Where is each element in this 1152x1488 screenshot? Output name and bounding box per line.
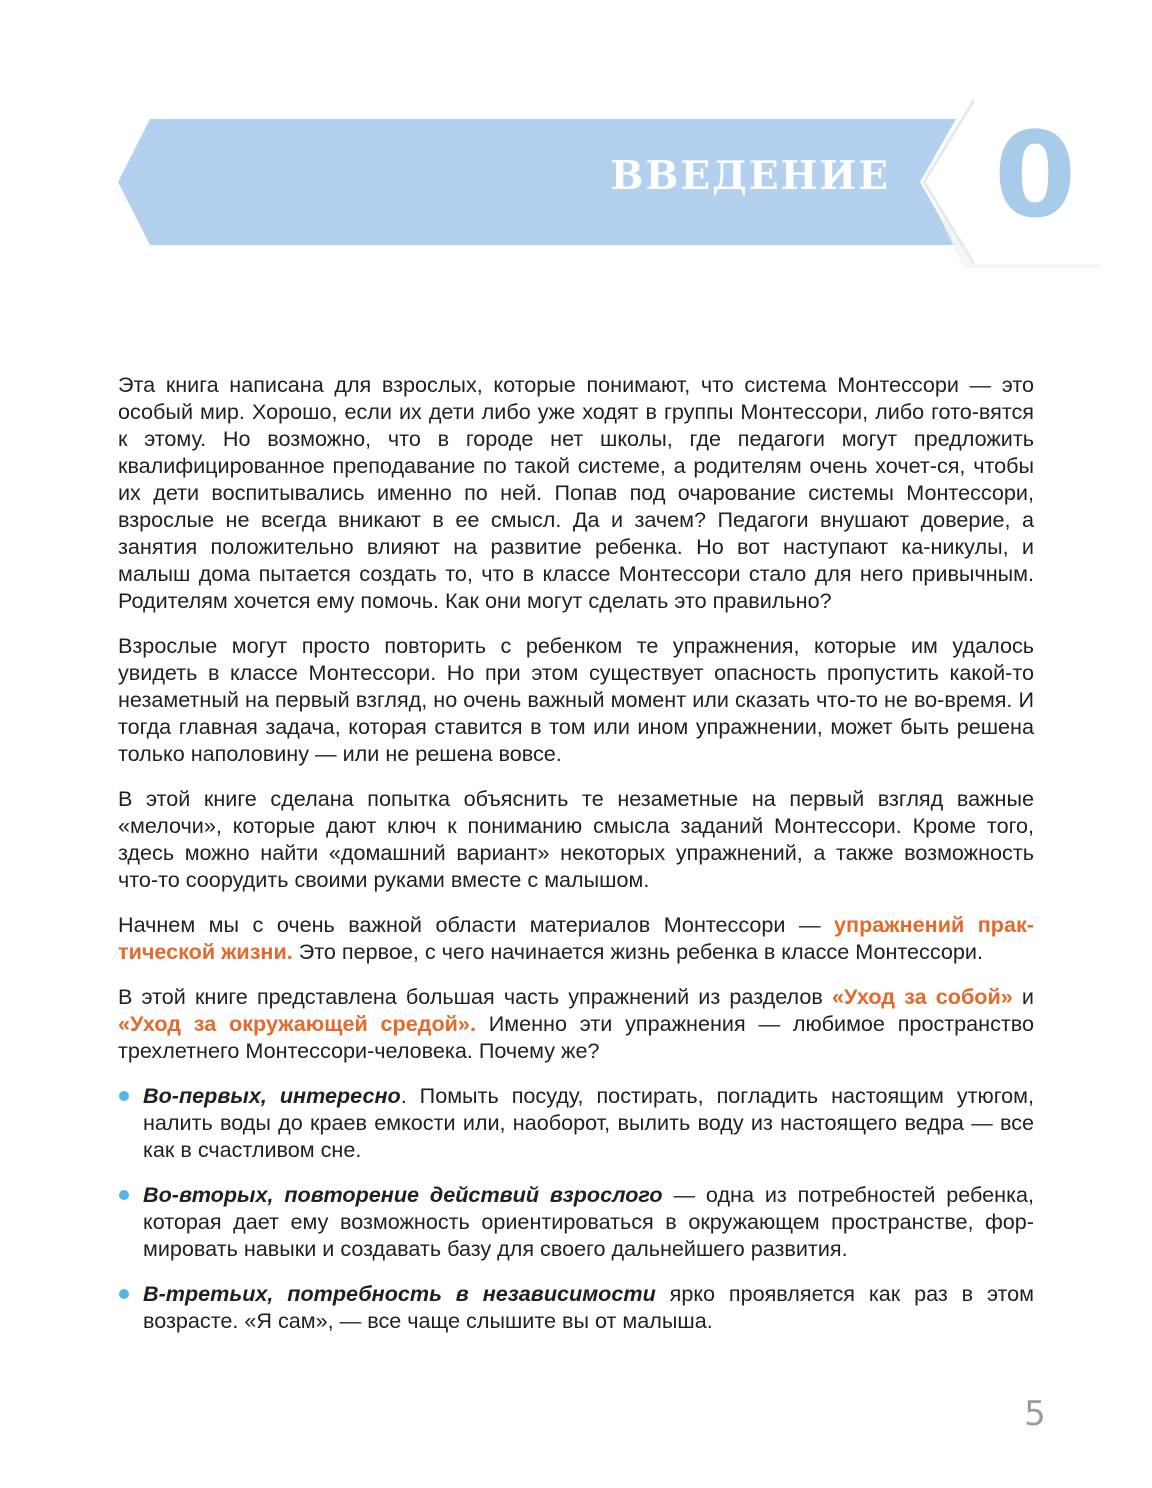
list-item-lead: Во-вторых, повторение действий взрослого [143, 1182, 663, 1207]
paragraph-5-after: Именно эти упражнения — любимое пространство трехлетнего Монтессори-человека. Почему же? [118, 1011, 1035, 1063]
list-item [118, 1280, 1034, 1334]
list-item-text: ярко проявляется как раз в этом возрасте. «Я сам», — все чаще слышите вы от малыша. [143, 1281, 1035, 1333]
list-item [118, 1082, 1034, 1163]
list-item-text: . Помыть посуду, постирать, погладить настоящим утюгом, налить воды до краев емкости или, наоборот, вылить воду из настоящего ведра — все как в счастливом сне. [143, 1083, 1034, 1162]
self-care-highlight: «Уход за собой» [832, 984, 1013, 1009]
paragraph-4-after: Это первое, с чего начинается жизнь ребенка в классе Монтессори. [292, 939, 983, 964]
list-item-text: — одна из потребностей ребенка, которая дает ему возможность ориентироваться в окружающем пространстве, фор-мировать навыки и создавать базу для своего дальнейшего развития. [143, 1182, 1034, 1261]
body-text [118, 371, 1034, 1352]
paragraph-1: Эта книга написана для взрослых, которые понимают, что система Монтессори — это особый мир. Хорошо, если их дети либо уже ходят в группы Монтессори, либо гото-вятся к этому. Но возможно, что в городе нет школы, где педагоги могут предложить квалифицированное преподавание по такой системе, а родителям очень хочет-ся, чтобы их дети воспитывались именно по ней. Попав под очарование системы Монтессори, взрослые не всегда вникают в ее смысл. Да и зачем? Педагоги внушают доверие, а занятия положительно влияют на развитие ребенка. Но вот наступают ка-никулы, и малыш дома пытается создать то, что в классе Монтессори стало для него привычным. Родителям хочется ему помочь. Как они могут сделать это правильно? [118, 372, 1034, 613]
paragraph-4 [118, 911, 1034, 965]
environment-care-highlight: «Уход за окружающей средой». [118, 1011, 476, 1036]
list-item-lead: В-третьих, потребность в независимости [143, 1281, 656, 1306]
paragraph-3: В этой книге сделана попытка объяснить те незаметные на первый взгляд важные «мелочи», которые дают ключ к пониманию смысла заданий Монтессори. Кроме того, здесь можно найти «домашний вариант» некоторых упражнений, а также возможность что-то соорудить своими руками вместе с малышом. [118, 786, 1034, 892]
paragraph-5-middle: и [1012, 984, 1034, 1009]
chapter-title: ВВЕДЕНИЕ [610, 153, 890, 199]
list-item-lead: Во-первых, интересно [143, 1083, 401, 1108]
bullet-dot-icon [119, 1091, 129, 1101]
paragraph-2: Взрослые могут просто повторить с ребенком те упражнения, которые им удалось увидеть в классе Монтессори. Но при этом существует опасность пропустить какой-то незаметный на первый взгляд, но очень важный момент или сказать что-то не во-время. И тогда главная задача, которая ставится в том или ином упражнении, может быть решена только наполовину — или не решена вовсе. [118, 633, 1034, 766]
reasons-list [118, 1082, 1034, 1334]
chapter-banner [0, 0, 1152, 300]
list-item [118, 1181, 1034, 1262]
paragraph-5-before: В этой книге представлена большая часть упражнений из разделов [118, 984, 832, 1009]
page-number: 5 [1024, 1394, 1046, 1434]
paragraph-5 [118, 983, 1034, 1064]
paragraph-4-before: Начнем мы с очень важной области материалов Монтессори — [118, 912, 835, 937]
practical-life-highlight: упражнений прак-тической жизни. [118, 912, 1034, 964]
chapter-number: 0 [993, 106, 1077, 244]
bullet-dot-icon [119, 1289, 129, 1299]
bullet-dot-icon [119, 1190, 129, 1200]
